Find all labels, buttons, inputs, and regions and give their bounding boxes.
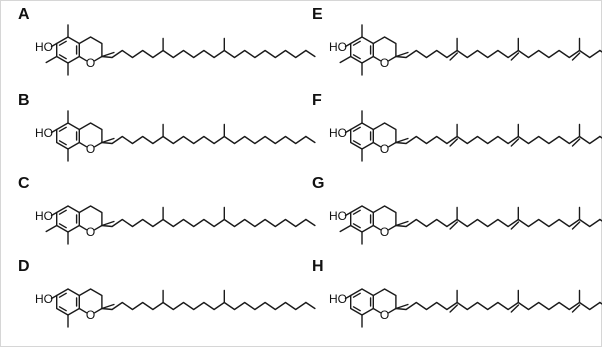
pyran-ring-carbons [79, 206, 102, 226]
chromanol-structure [312, 258, 602, 344]
hydroxyl-label: HO [35, 209, 53, 223]
methyl-2 [396, 305, 408, 309]
ring-oxygen-label: O [379, 56, 390, 70]
molecule-panel-c [18, 175, 318, 261]
hydroxyl-label: HO [329, 209, 347, 223]
ring-oxygen-label: O [85, 56, 96, 70]
pyran-ring-carbons [373, 37, 396, 57]
methyl-2 [102, 139, 114, 143]
pyran-ring-carbons [79, 123, 102, 143]
side-chain [102, 137, 306, 144]
side-chain [102, 51, 306, 58]
panel-label: H [312, 258, 324, 275]
side-chain [396, 137, 600, 144]
molecule-panel-e [312, 6, 602, 92]
chromanol-structure [18, 175, 318, 261]
side-chain [396, 51, 600, 58]
panel-label: E [312, 6, 323, 23]
hydroxyl-label: HO [329, 126, 347, 140]
panel-label: B [18, 92, 30, 109]
pyran-o-bond [95, 226, 102, 230]
molecule-panel-h [312, 258, 602, 344]
pyran-ring-carbons [373, 289, 396, 309]
molecule-panel-g [312, 175, 602, 261]
molecule-panel-b [18, 92, 318, 178]
methyl-7 [340, 226, 351, 232]
pyran-o-bond [389, 309, 396, 313]
pyran-ring-carbons [373, 123, 396, 143]
chromanol-structure [18, 6, 318, 92]
methyl-7 [46, 226, 57, 232]
methyl-2 [396, 222, 408, 226]
ring-oxygen-label: O [85, 308, 96, 322]
methyl-2 [102, 53, 114, 57]
pyran-ring-carbons [79, 289, 102, 309]
ring-oxygen-label: O [379, 225, 390, 239]
chromanol-structure [312, 92, 602, 178]
molecule-panel-d [18, 258, 318, 344]
pyran-ring-carbons [79, 37, 102, 57]
molecule-panel-a [18, 6, 318, 92]
hydroxyl-label: HO [329, 40, 347, 54]
pyran-o-bond [389, 143, 396, 147]
side-chain [102, 303, 306, 310]
side-chain [396, 303, 600, 310]
panel-label: F [312, 92, 322, 109]
hydroxyl-label: HO [35, 292, 53, 306]
pyran-o-bond [95, 143, 102, 147]
methyl-7 [46, 57, 57, 63]
panel-label: D [18, 258, 30, 275]
chromanol-structure [312, 6, 602, 92]
pyran-o-bond [95, 309, 102, 313]
side-chain [102, 220, 306, 227]
hydroxyl-label: HO [35, 40, 53, 54]
molecule-panel-f [312, 92, 602, 178]
methyl-2 [396, 53, 408, 57]
pyran-ring-carbons [373, 206, 396, 226]
ring-oxygen-label: O [379, 142, 390, 156]
ring-oxygen-label: O [85, 142, 96, 156]
methyl-2 [102, 222, 114, 226]
chromanol-structure [18, 258, 318, 344]
methyl-7 [340, 57, 351, 63]
ring-oxygen-label: O [379, 308, 390, 322]
hydroxyl-label: HO [35, 126, 53, 140]
panel-label: G [312, 175, 325, 192]
methyl-2 [102, 305, 114, 309]
panel-label: C [18, 175, 30, 192]
pyran-o-bond [95, 57, 102, 61]
chromanol-structure [312, 175, 602, 261]
hydroxyl-label: HO [329, 292, 347, 306]
pyran-o-bond [389, 57, 396, 61]
panel-label: A [18, 6, 30, 23]
chromanol-structure [18, 92, 318, 178]
ring-oxygen-label: O [85, 225, 96, 239]
side-chain [396, 220, 600, 227]
methyl-2 [396, 139, 408, 143]
pyran-o-bond [389, 226, 396, 230]
